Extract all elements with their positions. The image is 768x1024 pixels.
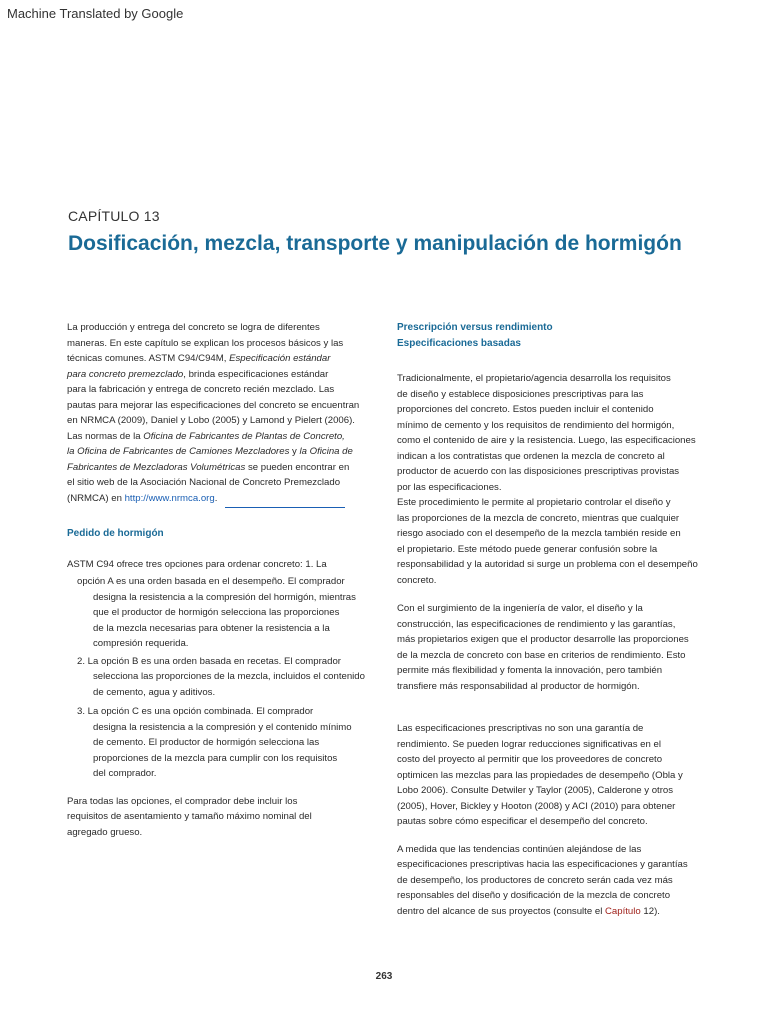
- para-line: proporciones del concreto. Estos pueden incluir el contenido: [397, 404, 654, 415]
- intro-line: La producción y entrega del concreto se logra de diferentes: [67, 322, 320, 333]
- chapter-cross-reference[interactable]: Capítulo: [605, 905, 641, 917]
- intro-line: y: [289, 446, 300, 457]
- para-line: las proporciones de la mezcla de concreto, mientras que cualquier: [397, 512, 680, 524]
- section-heading-prescripcion: [397, 320, 715, 351]
- para-especificaciones: [397, 721, 715, 830]
- machine-translated-banner: Machine Translated by Google: [7, 6, 184, 21]
- para-line: indican a los contratistas que ordenen la mezcla de concreto al: [397, 450, 665, 462]
- option-b: [67, 654, 377, 701]
- option-b-line: selecciona las proporciones de la mezcla, incluidos el contenido: [93, 671, 365, 682]
- closing-line: agregado grueso.: [67, 826, 143, 838]
- intro-line: se pueden encontrar en: [245, 461, 350, 473]
- para-line: responsables del diseño y dosificación de la mezcla de concreto: [397, 890, 671, 901]
- intro-line: Las normas de la: [67, 430, 144, 442]
- para-tradicionalmente: [397, 371, 715, 588]
- para-line: Tradicionalmente, el propietario/agencia desarrolla los requisitos: [397, 373, 671, 384]
- intro-line: para la fabricación y entrega de concreto recién mezclado. Las: [67, 384, 335, 395]
- para-line: riesgo asociado con el desempeño de la mezcla también reside en: [397, 528, 681, 539]
- section-heading-pedido: Pedido de hormigón: [67, 528, 164, 539]
- para-line: 12).: [640, 905, 660, 917]
- nrmca-link[interactable]: http://www.nrmca.org: [124, 492, 215, 504]
- option-a-line: de la mezcla necesarias para obtener la resistencia a la: [93, 622, 330, 634]
- intro-line: en NRMCA (2009), Daniel y Lobo (2005) y Lamond y Pielert (2006).: [67, 415, 355, 426]
- intro-paragraph: [67, 320, 377, 506]
- right-column: [397, 320, 715, 919]
- intro-italic: Oficina de Fabricantes de Plantas de Concreto,: [143, 430, 345, 442]
- para-line: especificaciones prescriptivas hacia las especificaciones y garantías: [397, 859, 688, 870]
- para-line: concreto.: [397, 574, 437, 586]
- intro-line: (NRMCA) en: [67, 492, 125, 504]
- para-line: Con el surgimiento de la ingeniería de valor, el diseño y la: [397, 603, 643, 614]
- para-line: más propietarios exigen que el productor desarrolle las proporciones: [397, 634, 689, 645]
- para-line: dentro del alcance de sus proyectos (consulte el: [397, 905, 605, 917]
- intro-line: , brinda especificaciones estándar: [183, 368, 329, 380]
- option-c-line: de cemento. El productor de hormigón selecciona las: [93, 737, 320, 748]
- closing-line: Para todas las opciones, el comprador debe incluir los: [67, 795, 298, 807]
- intro-italic: para concreto premezclado: [67, 368, 184, 380]
- page-number: 263: [375, 971, 393, 982]
- para-line: de diseño y establece disposiciones prescriptivas para las: [397, 388, 644, 400]
- closing-line: requisitos de asentamiento y tamaño máximo nominal del: [67, 811, 312, 822]
- intro-italic: la Oficina de: [299, 446, 353, 457]
- para-line: pautas sobre cómo especificar el desempeño del concreto.: [397, 816, 648, 827]
- intro-line: el sitio web de la Asociación Nacional de Concreto Premezclado: [67, 477, 341, 488]
- option-c-line: proporciones de la mezcla para cumplir con los requisitos: [93, 752, 338, 764]
- link-underline-rule: [225, 507, 345, 508]
- para-line: por las especificaciones.: [397, 481, 502, 493]
- left-column: [67, 320, 377, 840]
- chapter-title: Dosificación, mezcla, transporte y manipulación de hormigón: [68, 232, 682, 255]
- option-b-line: de cemento, agua y aditivos.: [93, 686, 216, 698]
- intro-line: técnicas comunes. ASTM C94/C94M,: [67, 353, 230, 364]
- chapter-label: CAPÍTULO 13: [68, 208, 160, 224]
- para-line: A medida que las tendencias continúen alejándose de las: [397, 843, 642, 855]
- para-line: (2005), Hover, Bickley y Hooton (2008) y ACI (2010) para obtener: [397, 800, 676, 812]
- para-line: el propietario. Este método puede generar confusión sobre la: [397, 543, 658, 555]
- para-line: de la mezcla de concreto con base en criterios de rendimiento. Esto: [397, 649, 686, 661]
- para-tendencias: [397, 842, 715, 920]
- para-line: rendimiento. Se pueden lograr reducciones significativas en el: [397, 738, 661, 750]
- para-line: transfiere más responsabilidad al productor de hormigón.: [397, 680, 640, 692]
- intro-italic: la Oficina de Fabricantes de Camiones Mezcladores: [67, 446, 290, 457]
- para-line: Lobo 2006). Consulte Detwiler y Taylor (2005), Calderone y otros: [397, 785, 674, 796]
- option-b-line: 2. La opción B es una orden basada en recetas. El comprador: [77, 655, 341, 667]
- intro-line: .: [214, 492, 218, 504]
- option-a: [67, 574, 377, 652]
- para-line: construcción, las especificaciones de rendimiento y las garantías,: [397, 618, 676, 630]
- order-intro: ASTM C94 ofrece tres opciones para ordenar concreto: 1. La: [67, 558, 327, 570]
- intro-line: pautas para mejorar las especificaciones del concreto se encuentran: [67, 399, 360, 411]
- option-a-line: designa la resistencia a la compresión del hormigón, mientras: [93, 591, 356, 603]
- para-line: Las especificaciones prescriptivas no son una garantía de: [397, 723, 644, 734]
- para-line: responsabilidad y la autoridad si surge un problema con el desempeño: [397, 559, 698, 570]
- option-c-line: del comprador.: [93, 768, 157, 779]
- option-c: [67, 704, 377, 782]
- intro-italic: Especificación estándar: [229, 353, 331, 364]
- heading-line: Prescripción versus rendimiento: [397, 322, 553, 333]
- para-line: mínimo de cemento y los requisitos de rendimiento del hormigón,: [397, 419, 675, 431]
- para-line: optimicen las mezclas para las propiedades de desempeño (Obla y: [397, 769, 683, 781]
- option-a-line: opción A es una orden basada en el desempeño. El comprador: [77, 576, 345, 587]
- option-a-line: que el productor de hormigón selecciona las proporciones: [93, 607, 340, 618]
- heading-line: Especificaciones basadas: [397, 337, 521, 349]
- option-c-line: designa la resistencia a la compresión y el contenido mínimo: [93, 721, 352, 733]
- para-line: como el contenido de aire y la resistencia. Luego, las especificaciones: [397, 435, 696, 446]
- intro-line: maneras. En este capítulo se explican los procesos básicos y las: [67, 337, 344, 349]
- option-c-line: 3. La opción C es una opción combinada. El comprador: [77, 706, 314, 717]
- para-line: costo del proyecto al permitir que los proveedores de concreto: [397, 754, 663, 765]
- closing-paragraph: [67, 794, 377, 841]
- para-line: de desempeño, los productores de concreto serán cada vez más: [397, 874, 673, 886]
- intro-italic: Fabricantes de Mezcladoras Volumétricas: [67, 461, 246, 473]
- option-a-line: compresión requerida.: [93, 638, 189, 649]
- para-ingenieria: [397, 601, 715, 694]
- para-line: productor de acuerdo con las disposiciones prescriptivas provistas: [397, 466, 680, 477]
- para-line: Este procedimiento le permite al propietario controlar el diseño y: [397, 497, 671, 508]
- para-line: permite más flexibilidad y fomenta la innovación, pero también: [397, 665, 663, 676]
